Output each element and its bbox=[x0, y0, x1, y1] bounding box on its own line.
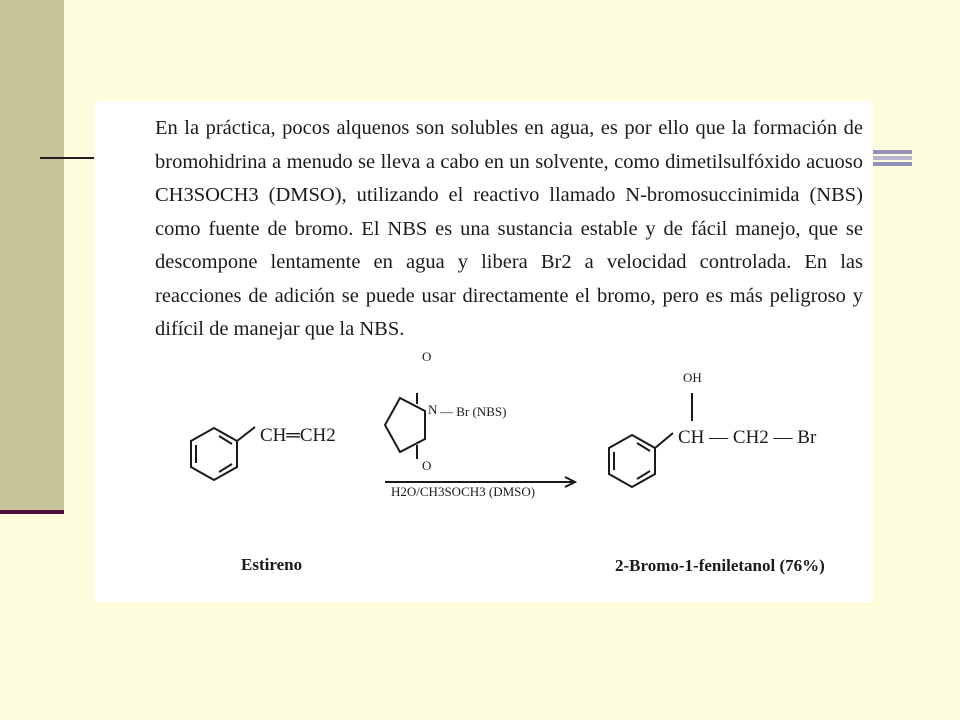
product-chain: CH — CH2 — Br bbox=[678, 427, 817, 448]
nbs-ring bbox=[385, 393, 425, 459]
slide-sidebar bbox=[0, 0, 64, 512]
textbook-excerpt-image bbox=[95, 101, 873, 602]
reaction-conditions: H2O/CH3SOCH3 (DMSO) bbox=[391, 484, 536, 499]
product-hydroxyl: OH bbox=[683, 370, 702, 385]
excerpt-paragraph: En la práctica, pocos alquenos son solubles en agua, es por ello que la formación de bromohidrina a menudo se lleva a cabo en un solvente, como dimetilsulfóxido acuoso CH3SOCH3 (DMSO), utilizando el reactivo llamado N-bromosuccinimida (NBS) como fuente de bromo. El NBS es una sustancia estable y de fácil manejo, que se descompone lentamente en agua y libera Br2 a velocidad controlada. En las reacciones de adición se puede usar directamente el bromo, pero es más peligroso y difícil de manejar que la NBS. bbox=[155, 117, 863, 340]
reactant-name: Estireno bbox=[241, 555, 303, 574]
nbs-nitrogen: N bbox=[428, 402, 438, 417]
sidebar-accent-line bbox=[0, 510, 64, 514]
nbs-bromine-label: — Br (NBS) bbox=[440, 404, 507, 419]
product-benzene-ring bbox=[609, 433, 673, 487]
accent-bars bbox=[873, 150, 912, 164]
styrene-benzene-ring bbox=[191, 427, 255, 480]
nbs-oxygen-top: O bbox=[422, 349, 432, 364]
reaction-scheme bbox=[95, 341, 873, 601]
nbs-oxygen-bottom: O bbox=[422, 458, 432, 473]
product-name: 2-Bromo-1-feniletanol (76%) bbox=[615, 556, 825, 575]
title-rule bbox=[40, 157, 94, 159]
reactant-vinyl-group: CH═CH2 bbox=[260, 425, 336, 446]
